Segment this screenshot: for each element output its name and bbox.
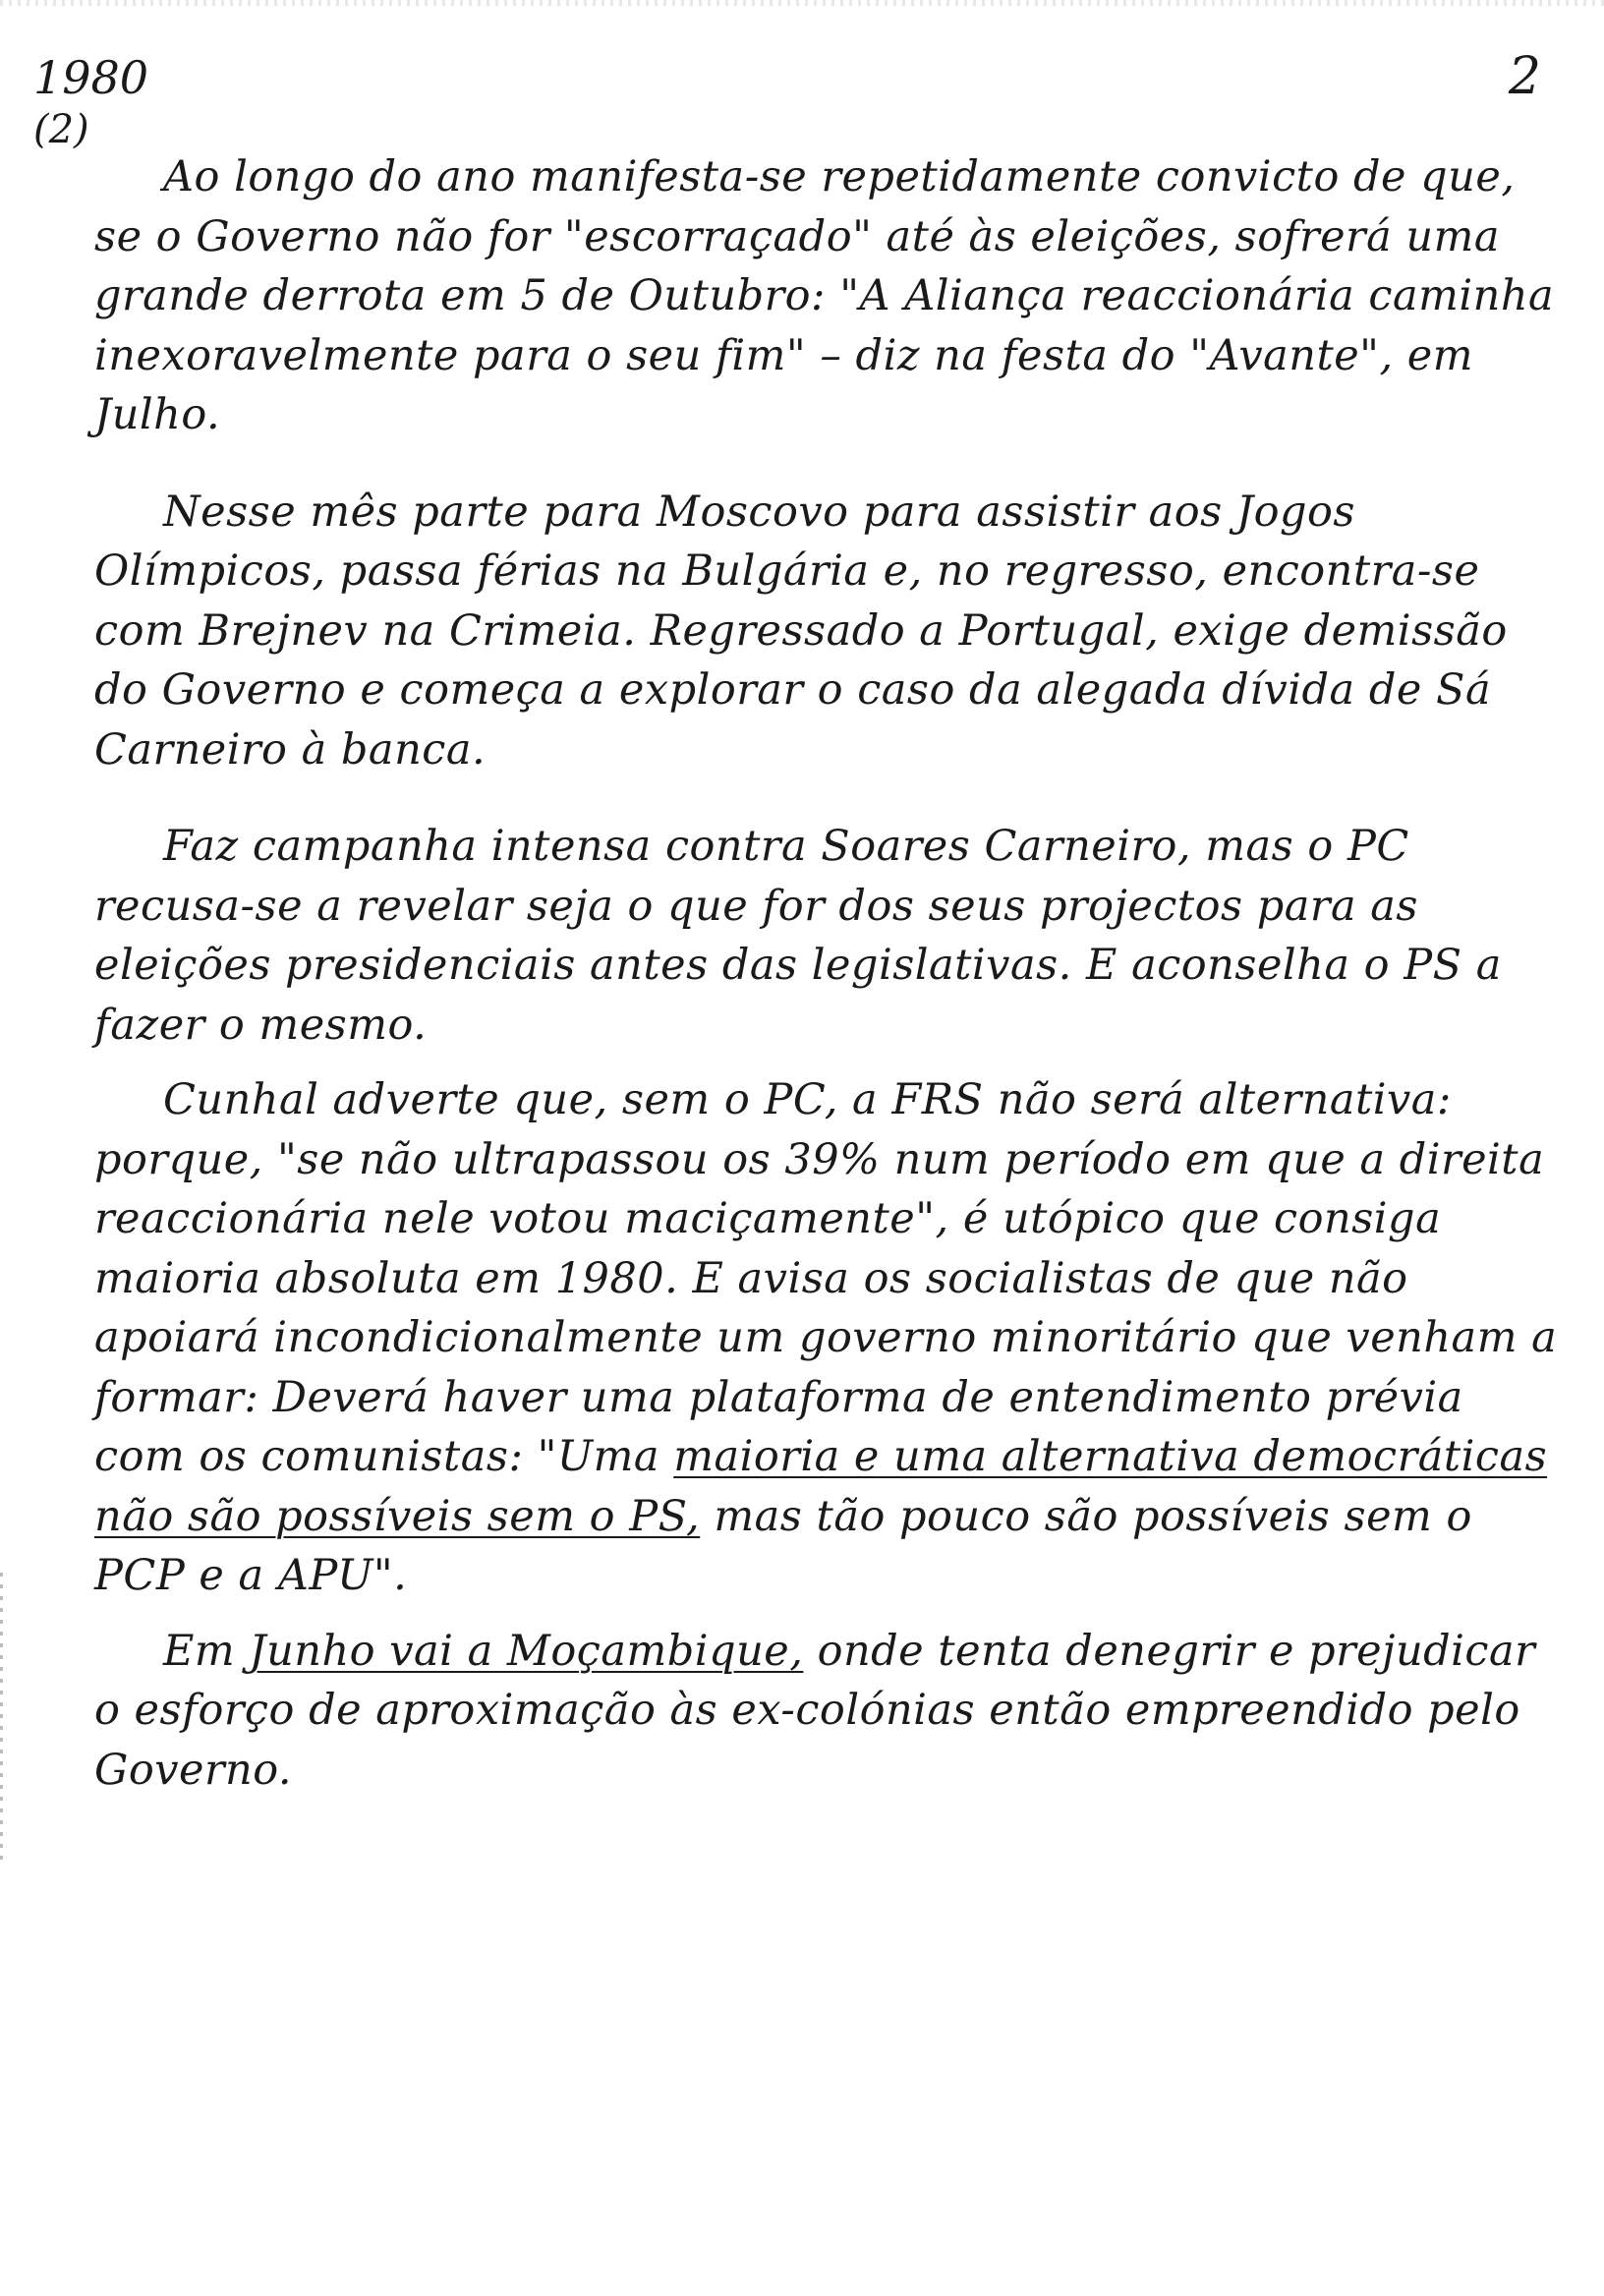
- year-annotation: 1980: [33, 51, 149, 104]
- paragraph-4-underlined: maioria e uma alternativa democráticas não são possíveis sem o PS,: [94, 1432, 1548, 1541]
- scan-edge-artifact: [0, 0, 1604, 6]
- paragraph-3: Faz campanha intensa contra Soares Carneiro, mas o PC recusa-se a revelar seja o que for dos seus projectos para as eleições presidenciais antes das legislativas. E aconselha o PS a fazer o mesmo.: [94, 822, 1502, 1050]
- page-number: 2: [1508, 47, 1541, 106]
- paragraph-5-text-a: Em: [163, 1626, 250, 1676]
- year-note-annotation: (2): [33, 107, 89, 152]
- paragraph-4-text-a: Cunhal adverte que, sem o PC, a FRS não será alternativa: porque, "se não ultrapassou os 39% num período em que a direita reaccionária nele votou maciçamente", é utópico que consiga maioria absoluta em 1980. E avisa os socialistas de que não apoiará incondicionalmente um governo minoritário que venham a formar: Deverá haver uma plataforma de entendimento prévia com os comunistas: "Uma: [94, 1075, 1558, 1481]
- paragraph-5-text-b: onde tenta denegrir e prejudicar o esforço de aproximação às ex-colónias então empreendido pelo Governo.: [94, 1626, 1536, 1795]
- margin-scan-artifact: [0, 1573, 3, 1867]
- paragraph-2: Nesse mês parte para Moscovo para assistir aos Jogos Olímpicos, passa férias na Bulgária e, no regresso, encontra-se com Brejnev na Crimeia. Regressado a Portugal, exige demissão do Governo e começa a explorar o caso da alegada dívida de Sá Carneiro à banca.: [94, 487, 1508, 775]
- paragraph-4-text-b: mas tão pouco são possíveis sem o PCP e a APU".: [94, 1491, 1472, 1600]
- paragraph-5: [94, 1622, 1559, 1801]
- paragraph-4: [94, 1070, 1559, 1606]
- handwritten-body: [94, 147, 1559, 1837]
- paragraph-1: Ao longo do ano manifesta-se repetidamente convicto de que, se o Governo não for "escorraçado" até às eleições, sofrerá uma grande derrota em 5 de Outubro: "A Aliança reaccionária caminha inexoravelmente para o seu fim" – diz na festa do "Avante", em Julho.: [94, 152, 1555, 439]
- paragraph-5-underlined: Junho vai a Moçambique,: [249, 1626, 804, 1676]
